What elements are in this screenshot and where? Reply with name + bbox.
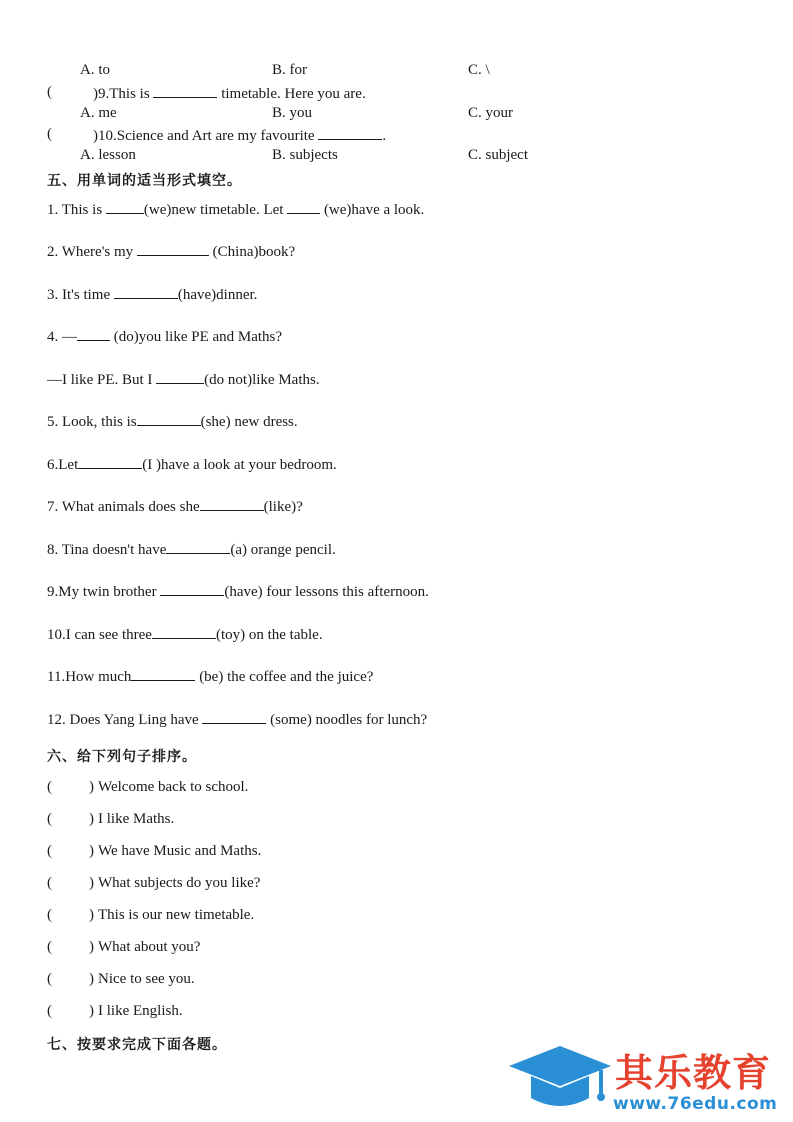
q9-blank[interactable] [153, 84, 217, 98]
s6-item-3-text: We have Music and Maths. [98, 843, 262, 859]
s5-item-2-blank[interactable] [137, 242, 209, 256]
q9-option-c: C. your [468, 105, 513, 121]
q10-question [93, 126, 386, 145]
s6-item-8-paren-open[interactable]: ( [47, 1003, 52, 1019]
s5-item-4b-text-1: —I like PE. But I [47, 372, 157, 388]
s5-item-1-text-1: 1. This is [47, 202, 106, 218]
graduation-cap-icon [505, 1040, 615, 1116]
q8-option-c: C. \ [468, 62, 490, 78]
q9-paren-close: ) [93, 86, 98, 102]
s5-item-4 [47, 327, 282, 346]
s5-item-3-text-1: 3. It's time [47, 287, 114, 303]
q9-answer-paren-open: ( [47, 84, 52, 100]
s5-item-3-text-2: (have)dinner. [177, 287, 258, 303]
s5-item-5-text-1: 5. Look, this is [47, 414, 137, 430]
s6-item-4-text: What subjects do you like? [98, 875, 261, 891]
s6-item-6-text: What about you? [98, 939, 201, 955]
s5-item-2-text-1: 2. Where's my [47, 244, 137, 260]
s5-item-9-text-1: 9.My twin brother [47, 584, 161, 600]
s6-item-2-paren-close: ) [89, 811, 94, 827]
s5-item-12 [47, 710, 427, 729]
s5-item-5-blank[interactable] [137, 412, 201, 426]
s6-item-5-paren-open[interactable]: ( [47, 907, 52, 923]
s6-item-6-paren-open[interactable]: ( [47, 939, 52, 955]
s5-item-8-text-2: (a) orange pencil. [230, 542, 336, 558]
s5-item-6-text-1: 6.Let [47, 457, 79, 473]
s5-item-12-text-2: (some) noodles for lunch? [266, 712, 428, 728]
s5-item-10-text-2: (toy) on the table. [215, 627, 323, 643]
s6-item-1-paren-close: ) [89, 779, 94, 795]
s5-item-6-text-2: (I )have a look at your bedroom. [142, 457, 337, 473]
q10-blank[interactable] [318, 126, 382, 140]
s5-item-1-blank-1[interactable] [106, 200, 144, 214]
s6-item-1-text: Welcome back to school. [98, 779, 249, 795]
s6-item-5-text: This is our new timetable. [98, 907, 255, 923]
q10-option-a: A. lesson [80, 147, 136, 163]
s6-item-1-paren-open[interactable]: ( [47, 779, 52, 795]
q9-option-a: A. me [80, 105, 117, 121]
s5-item-7 [47, 497, 303, 516]
section6-heading: 六、给下列句子排序。 [47, 749, 197, 765]
s6-item-3-paren-close: ) [89, 843, 94, 859]
s5-item-3-blank[interactable] [114, 285, 178, 299]
s5-item-4b-text-2: (do not)like Maths. [204, 372, 320, 388]
s5-item-5 [47, 412, 298, 431]
s5-item-6 [47, 455, 337, 474]
s5-item-9 [47, 582, 429, 601]
s5-item-9-blank[interactable] [160, 582, 224, 596]
s5-item-10 [47, 625, 323, 644]
s6-item-4-paren-close: ) [89, 875, 94, 891]
section5-heading: 五、用单词的适当形式填空。 [47, 173, 242, 189]
s5-item-8-text-1: 8. Tina doesn't have [47, 542, 167, 558]
s5-item-4-text-2: (do)you like PE and Maths? [110, 329, 283, 345]
q8-option-b: B. for [272, 62, 307, 78]
brand-logo [505, 1040, 790, 1118]
s5-item-4b [47, 370, 320, 389]
s5-item-11 [47, 667, 373, 686]
s5-item-10-blank[interactable] [152, 625, 216, 639]
s5-item-11-text-2: (be) the coffee and the juice? [195, 669, 374, 685]
s6-item-3-paren-open[interactable]: ( [47, 843, 52, 859]
s6-item-7-text: Nice to see you. [98, 971, 195, 987]
s5-item-11-blank[interactable] [131, 667, 195, 681]
s6-item-7-paren-open[interactable]: ( [47, 971, 52, 987]
section7-heading: 七、按要求完成下面各题。 [47, 1037, 227, 1053]
s5-item-1-text-2: (we)new timetable. Let [143, 202, 288, 218]
q10-text-pre: 10.Science and Art are my favourite [98, 128, 319, 144]
s5-item-8 [47, 540, 336, 559]
s5-item-7-text-1: 7. What animals does she [47, 499, 200, 515]
q10-option-c: C. subject [468, 147, 528, 163]
q10-answer-paren-open: ( [47, 126, 52, 142]
s6-item-2-text: I like Maths. [98, 811, 175, 827]
s6-item-7-paren-close: ) [89, 971, 94, 987]
s5-item-2 [47, 242, 295, 261]
s6-item-5-paren-close: ) [89, 907, 94, 923]
s6-item-6-paren-close: ) [89, 939, 94, 955]
s5-item-12-text-1: 12. Does Yang Ling have [47, 712, 203, 728]
s5-item-3 [47, 285, 257, 304]
s5-item-9-text-2: (have) four lessons this afternoon. [224, 584, 429, 600]
q10-text-post: . [382, 128, 387, 144]
q10-option-b: B. subjects [272, 147, 338, 163]
q9-question [93, 84, 366, 103]
s6-item-4-paren-open[interactable]: ( [47, 875, 52, 891]
s5-item-10-text-1: 10.I can see three [47, 627, 152, 643]
s5-item-4-text-1: 4. — [47, 329, 77, 345]
brand-url: www.76edu.com [613, 1094, 778, 1114]
s5-item-1 [47, 200, 424, 219]
s6-item-8-text: I like English. [98, 1003, 183, 1019]
s5-item-1-text-3: (we)have a look. [320, 202, 425, 218]
s6-item-2-paren-open[interactable]: ( [47, 811, 52, 827]
s5-item-4b-blank[interactable] [156, 370, 204, 384]
q10-paren-close: ) [93, 128, 98, 144]
s5-item-1-blank-2[interactable] [287, 200, 320, 214]
s5-item-12-blank[interactable] [202, 710, 266, 724]
s5-item-4-blank[interactable] [77, 327, 110, 341]
s5-item-7-text-2: (like)? [263, 499, 303, 515]
s5-item-11-text-1: 11.How much [47, 669, 132, 685]
s5-item-5-text-2: (she) new dress. [200, 414, 298, 430]
q9-option-b: B. you [272, 105, 313, 121]
q9-text-post: timetable. Here you are. [217, 86, 366, 102]
s5-item-8-blank[interactable] [166, 540, 230, 554]
s5-item-6-blank[interactable] [78, 455, 142, 469]
brand-name: 其乐教育 [615, 1051, 772, 1095]
s5-item-7-blank[interactable] [200, 497, 264, 511]
q9-text-pre: 9.This is [98, 86, 154, 102]
s5-item-2-text-2: (China)book? [208, 244, 296, 260]
s6-item-8-paren-close: ) [89, 1003, 94, 1019]
q8-option-a: A. to [80, 62, 110, 78]
